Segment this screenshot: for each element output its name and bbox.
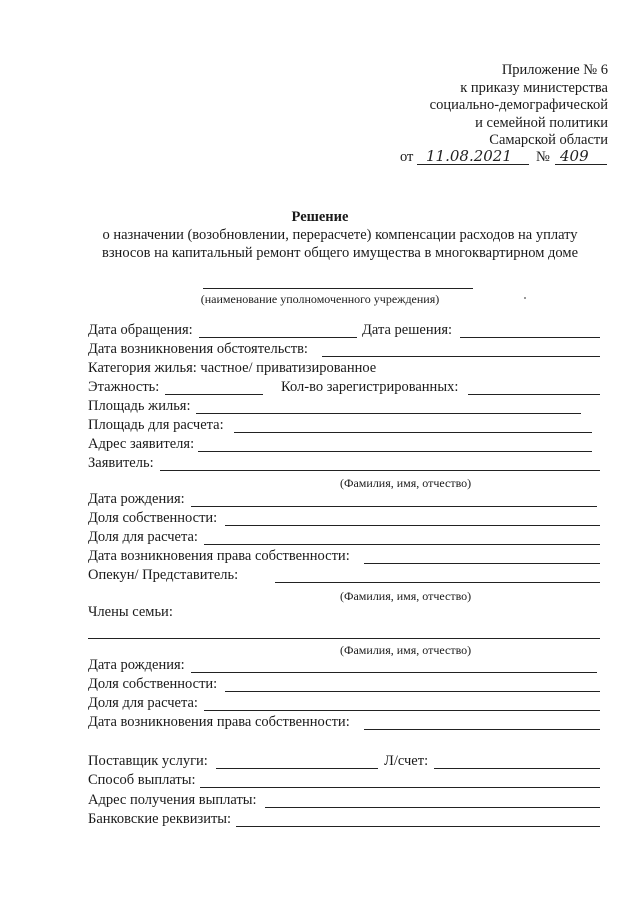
row-payment-address <box>88 792 608 812</box>
appendix-number: Приложение № 6 <box>501 62 608 78</box>
guardian-field[interactable] <box>275 582 600 583</box>
date-decision-field[interactable] <box>460 337 600 338</box>
order-date-number <box>400 147 610 169</box>
scan-speck <box>524 297 526 299</box>
row-floors <box>88 379 608 399</box>
date-decision-label: Дата решения: <box>362 322 453 338</box>
ministry-name: социально-демографической <box>429 97 608 113</box>
payment-method-label: Способ выплаты: <box>88 772 196 788</box>
order-no-handwritten: 409 <box>560 147 589 165</box>
row-guardian <box>88 567 608 587</box>
row-calc-area <box>88 417 608 437</box>
row-family-members <box>88 604 608 624</box>
family-fio-caption: (Фамилия, имя, отчество) <box>340 643 472 657</box>
family-members-field[interactable] <box>88 638 600 639</box>
floors-field[interactable] <box>165 394 263 395</box>
row-family-calc-share <box>88 695 608 715</box>
payment-method-field[interactable] <box>200 787 600 788</box>
birth-date-field[interactable] <box>191 506 597 507</box>
floors-label: Этажность: <box>88 379 160 395</box>
housing-category-text[interactable]: Категория жилья: частное/ приватизированное <box>88 360 377 376</box>
document-subtitle <box>80 227 600 262</box>
service-provider-label: Поставщик услуги: <box>88 753 208 769</box>
calc-area-field[interactable] <box>234 432 592 433</box>
payment-address-label: Адрес получения выплаты: <box>88 792 257 808</box>
family-ownership-share-label: Доля собственности: <box>88 676 218 692</box>
applicant-address-label: Адрес заявителя: <box>88 436 195 452</box>
applicant-address-field[interactable] <box>198 451 592 452</box>
appendix-header <box>348 62 608 150</box>
calc-share-field[interactable] <box>204 544 600 545</box>
guardian-label: Опекун/ Представитель: <box>88 567 239 583</box>
account-label: Л/счет: <box>384 753 429 769</box>
registered-count-field[interactable] <box>468 394 600 395</box>
row-birth-date <box>88 491 608 511</box>
row-ownership-right-date <box>88 548 608 568</box>
bank-details-label: Банковские реквизиты: <box>88 811 232 827</box>
ownership-right-date-field[interactable] <box>364 563 600 564</box>
row-payment-method <box>88 772 608 792</box>
date-appeal-label: Дата обращения: <box>88 322 193 338</box>
institution-caption: (наименование уполномоченного учреждения) <box>200 292 440 306</box>
order-date-handwritten: 11.08.2021 <box>426 147 512 165</box>
applicant-fio-caption: (Фамилия, имя, отчество) <box>340 476 472 490</box>
ownership-share-label: Доля собственности: <box>88 510 218 526</box>
family-birth-date-field[interactable] <box>191 672 597 673</box>
row-circumstances <box>88 341 608 361</box>
row-family-ownership-share <box>88 676 608 696</box>
family-members-label: Члены семьи: <box>88 604 173 620</box>
ownership-right-date-label: Дата возникновения права собственности: <box>88 548 350 564</box>
region-name: Самарской области <box>489 132 608 148</box>
applicant-field[interactable] <box>160 470 600 471</box>
family-ownership-share-field[interactable] <box>225 691 600 692</box>
order-reference: к приказу министерства <box>460 79 608 96</box>
date-appeal-field[interactable] <box>199 337 357 338</box>
date-circumstances-label: Дата возникновения обстоятельств: <box>88 341 308 357</box>
row-family-birth-date <box>88 657 608 677</box>
row-dates <box>88 322 608 342</box>
family-birth-date-label: Дата рождения: <box>88 657 185 673</box>
family-calc-share-field[interactable] <box>204 710 600 711</box>
row-service-provider <box>88 753 608 773</box>
row-housing-category <box>88 360 608 380</box>
ministry-name-cont: и семейной политики <box>475 114 608 131</box>
applicant-label: Заявитель: <box>88 455 154 471</box>
document-title: Решение <box>291 209 349 225</box>
payment-address-field[interactable] <box>265 807 600 808</box>
birth-date-label: Дата рождения: <box>88 491 185 507</box>
ownership-share-field[interactable] <box>225 525 600 526</box>
subtitle-line-1: о назначении (возобновлении, перерасчете) компенсации расходов на уплату <box>102 227 578 243</box>
calc-share-label: Доля для расчета: <box>88 529 198 545</box>
living-area-label: Площадь жилья: <box>88 398 191 414</box>
order-prefix: от <box>400 149 414 165</box>
row-living-area <box>88 398 608 418</box>
subtitle-line-2: взносов на капитальный ремонт общего имущества в многоквартирном доме <box>101 244 578 261</box>
institution-name-field[interactable] <box>203 288 473 289</box>
date-circumstances-field[interactable] <box>322 356 600 357</box>
family-ownership-right-date-field[interactable] <box>364 729 600 730</box>
guardian-fio-caption: (Фамилия, имя, отчество) <box>340 589 472 603</box>
registered-count-label: Кол-во зарегистрированных: <box>281 379 459 395</box>
order-no-label: № <box>536 149 550 165</box>
row-family-ownership-right-date <box>88 714 608 734</box>
living-area-field[interactable] <box>196 413 581 414</box>
service-provider-field[interactable] <box>216 768 378 769</box>
account-field[interactable] <box>434 768 600 769</box>
row-ownership-share <box>88 510 608 530</box>
bank-details-field[interactable] <box>236 826 600 827</box>
family-ownership-right-date-label: Дата возникновения права собственности: <box>88 714 350 730</box>
row-calc-share <box>88 529 608 549</box>
row-bank-details <box>88 811 608 831</box>
row-applicant-address <box>88 436 608 456</box>
row-applicant <box>88 455 608 475</box>
calc-area-label: Площадь для расчета: <box>88 417 224 433</box>
family-calc-share-label: Доля для расчета: <box>88 695 198 711</box>
